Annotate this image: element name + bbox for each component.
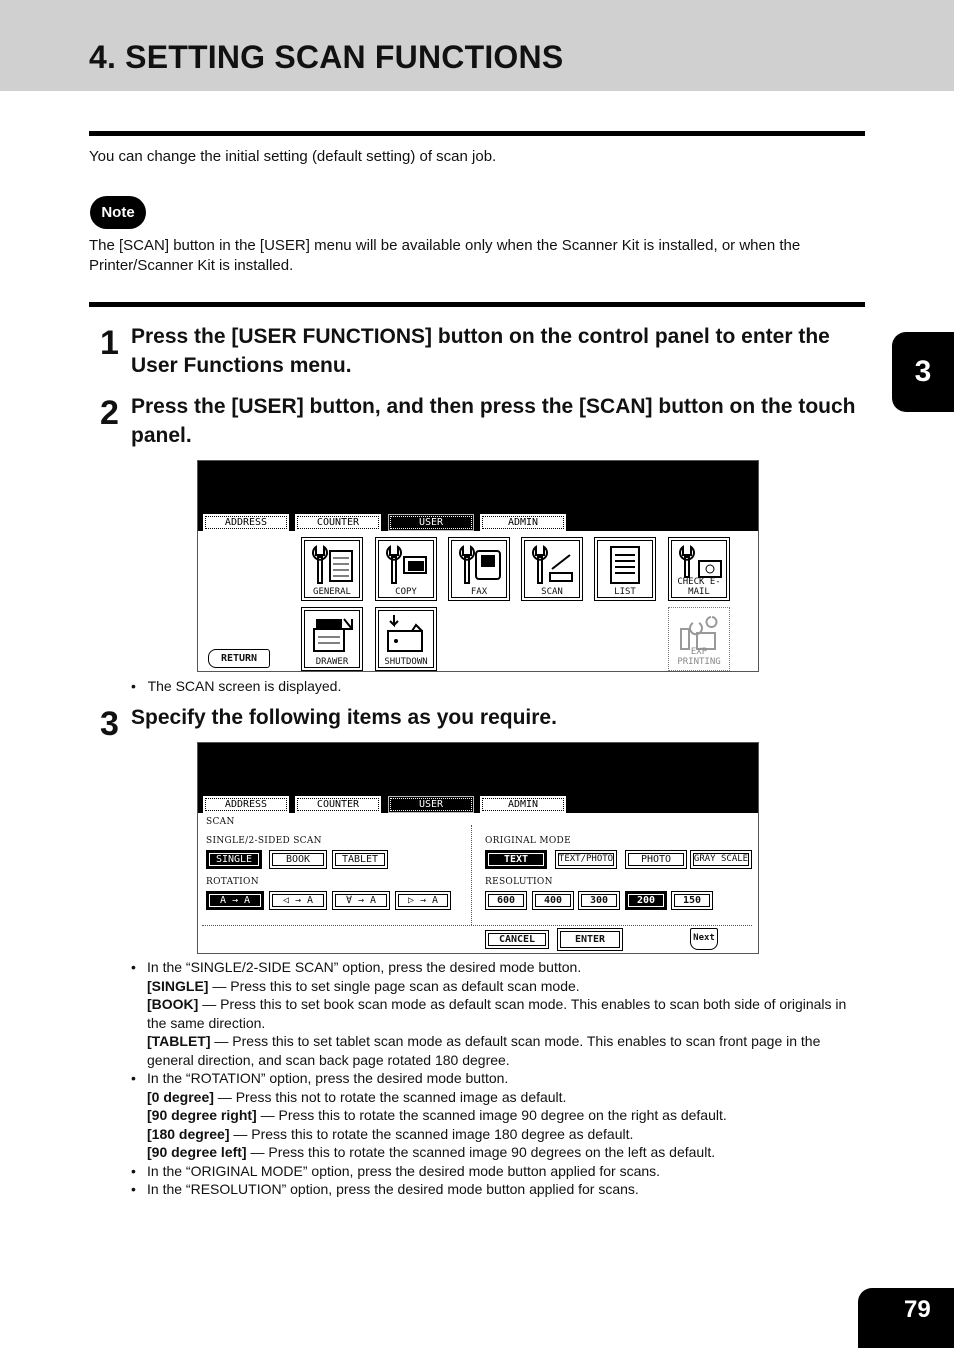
- option-key: [0 degree]: [147, 1088, 214, 1105]
- option-desc: — Press this to rotate the scanned image 90 degrees on the left as default.: [246, 1144, 716, 1160]
- return-button[interactable]: RETURN: [208, 649, 270, 668]
- general-button[interactable]: [301, 537, 363, 601]
- divider: [89, 302, 865, 307]
- footer-divider: [202, 925, 752, 926]
- resolution-600-button[interactable]: 600: [485, 891, 527, 910]
- shutdown-icon: [382, 613, 430, 657]
- result-bullet: • The SCAN screen is displayed.: [131, 678, 342, 694]
- list-item: [131, 958, 867, 977]
- icon-label: LIST: [614, 587, 636, 597]
- step-number: 2: [100, 394, 119, 432]
- resolution-label: RESOLUTION: [485, 877, 553, 887]
- step-text: Press the [USER] button, and then press the [SCAN] button on the touch panel.: [131, 395, 856, 447]
- resolution-300-button[interactable]: 300: [578, 891, 620, 910]
- option-key: [BOOK]: [147, 996, 199, 1012]
- list-subitem: [131, 1088, 867, 1107]
- scan-button[interactable]: [521, 537, 583, 601]
- tab-user[interactable]: USER: [388, 796, 474, 813]
- option-key: [180 degree]: [147, 1125, 230, 1142]
- icon-label: DRAWER: [315, 657, 349, 667]
- shutdown-button[interactable]: [375, 607, 437, 671]
- result-text: The SCAN screen is displayed.: [147, 678, 342, 694]
- list-item: [131, 1180, 867, 1199]
- icon-label: SCAN: [541, 587, 563, 597]
- option-key: [90 degree left]: [147, 1144, 247, 1160]
- screen-title: SCAN: [206, 817, 235, 827]
- list-subitem: [131, 1143, 867, 1162]
- list-subitem: [131, 1032, 867, 1069]
- list-subitem: [131, 1106, 867, 1125]
- printer-drawer-icon: [308, 613, 356, 657]
- tab-admin[interactable]: ADMIN: [480, 514, 566, 531]
- icon-label: GENERAL: [313, 587, 351, 597]
- resolution-400-button[interactable]: 400: [532, 891, 574, 910]
- rotation-90-left-button[interactable]: ▷ → A: [395, 891, 451, 910]
- next-button[interactable]: Next: [690, 928, 718, 950]
- text-photo-mode-button[interactable]: TEXT/PHOTO: [555, 850, 617, 869]
- enter-button[interactable]: ENTER: [557, 928, 623, 951]
- scan-settings-screen: [197, 742, 759, 954]
- check-email-button[interactable]: [668, 537, 730, 601]
- list-button[interactable]: [594, 537, 656, 601]
- option-desc: — Press this to rotate the scanned image 180 degree as default.: [229, 1125, 634, 1142]
- drawer-button[interactable]: [301, 607, 363, 671]
- tab-counter[interactable]: COUNTER: [295, 796, 381, 813]
- note-text: The [SCAN] button in the [USER] menu will be available only when the Scanner Kit is installed, or when the Printer/Scanner Kit is installed.: [89, 237, 801, 274]
- wrench-icon: [382, 543, 430, 587]
- option-key: [SINGLE]: [147, 977, 209, 994]
- single-2sided-label: SINGLE/2-SIDED SCAN: [206, 836, 322, 846]
- exp-printing-button: [668, 607, 730, 671]
- single-button[interactable]: SINGLE: [206, 850, 262, 869]
- list-icon: [601, 543, 649, 587]
- tab-address[interactable]: ADDRESS: [203, 514, 289, 531]
- option-desc: — Press this to rotate the scanned image 90 degree on the right as default.: [256, 1107, 727, 1123]
- option-desc: — Press this to set book scan mode as default scan mode. This enables to scan both side of originals in the same direction.: [147, 996, 847, 1031]
- instructions-list: [131, 958, 867, 1199]
- resolution-200-button[interactable]: 200: [625, 891, 667, 910]
- list-item-text: In the “ROTATION” option, press the desired mode button.: [147, 1070, 509, 1086]
- wrench-icon: [308, 543, 356, 587]
- list-item-text: In the “SINGLE/2-SIDE SCAN” option, press the desired mode button.: [147, 959, 582, 975]
- option-desc: — Press this not to rotate the scanned image as default.: [213, 1088, 567, 1105]
- icon-label: CHECK E-MAIL: [677, 577, 721, 597]
- wrench-icon: [455, 543, 503, 587]
- note-badge: Note: [90, 196, 146, 229]
- step-number: 1: [100, 324, 119, 362]
- rotation-90-right-button[interactable]: ◁ → A: [269, 891, 327, 910]
- list-subitem: [131, 995, 867, 1032]
- icon-label: FAX: [470, 587, 488, 597]
- list-item-text: In the “ORIGINAL MODE” option, press the desired mode button applied for scans.: [147, 1162, 661, 1179]
- text-mode-button[interactable]: TEXT: [485, 850, 547, 869]
- list-subitem: [131, 1125, 867, 1144]
- page-header: [0, 0, 954, 91]
- copy-button[interactable]: [375, 537, 437, 601]
- user-menu-screen: [197, 460, 759, 672]
- page-number: 79: [904, 1296, 931, 1323]
- option-desc: — Press this to set single page scan as default scan mode.: [208, 977, 580, 994]
- wrench-icon: [528, 543, 576, 587]
- list-subitem: [131, 977, 867, 996]
- icon-label: COPY: [395, 587, 417, 597]
- original-mode-label: ORIGINAL MODE: [485, 836, 571, 846]
- rotation-0-button[interactable]: A → A: [206, 891, 264, 910]
- cancel-button[interactable]: CANCEL: [485, 930, 549, 949]
- rotation-180-button[interactable]: ∀ → A: [332, 891, 390, 910]
- resolution-150-button[interactable]: 150: [671, 891, 713, 910]
- icon-label: SHUTDOWN: [384, 657, 428, 667]
- tablet-button[interactable]: TABLET: [332, 850, 388, 869]
- chapter-tab: 3: [892, 332, 954, 412]
- book-button[interactable]: BOOK: [269, 850, 327, 869]
- intro-text: You can change the initial setting (default setting) of scan job.: [89, 148, 497, 165]
- photo-mode-button[interactable]: PHOTO: [625, 850, 687, 869]
- step-text: Press the [USER FUNCTIONS] button on the control panel to enter the User Functions menu.: [131, 325, 830, 377]
- gray-scale-mode-button[interactable]: GRAY SCALE: [690, 850, 752, 869]
- step-text: Specify the following items as you require.: [131, 706, 557, 729]
- list-item: [131, 1162, 867, 1181]
- divider: [89, 131, 865, 136]
- fax-button[interactable]: [448, 537, 510, 601]
- tab-user[interactable]: USER: [388, 514, 474, 531]
- page-title: 4. SETTING SCAN FUNCTIONS: [89, 39, 564, 75]
- list-item: [131, 1069, 867, 1088]
- tab-counter[interactable]: COUNTER: [295, 514, 381, 531]
- option-key: [90 degree right]: [147, 1107, 257, 1123]
- option-key: [TABLET]: [147, 1033, 211, 1049]
- step-number: 3: [100, 705, 119, 743]
- tab-admin[interactable]: ADMIN: [480, 796, 566, 813]
- page-number-tab: [858, 1288, 954, 1348]
- rotation-label: ROTATION: [206, 877, 259, 887]
- icon-label: EXP PRINTING: [677, 647, 721, 667]
- section-divider: [471, 825, 472, 925]
- list-item-text: In the “RESOLUTION” option, press the desired mode button applied for scans.: [147, 1181, 639, 1197]
- tab-address[interactable]: ADDRESS: [203, 796, 289, 813]
- option-desc: — Press this to set tablet scan mode as default scan mode. This enables to scan front page in the general direction, and scan back page rotated 180 degree.: [147, 1033, 821, 1068]
